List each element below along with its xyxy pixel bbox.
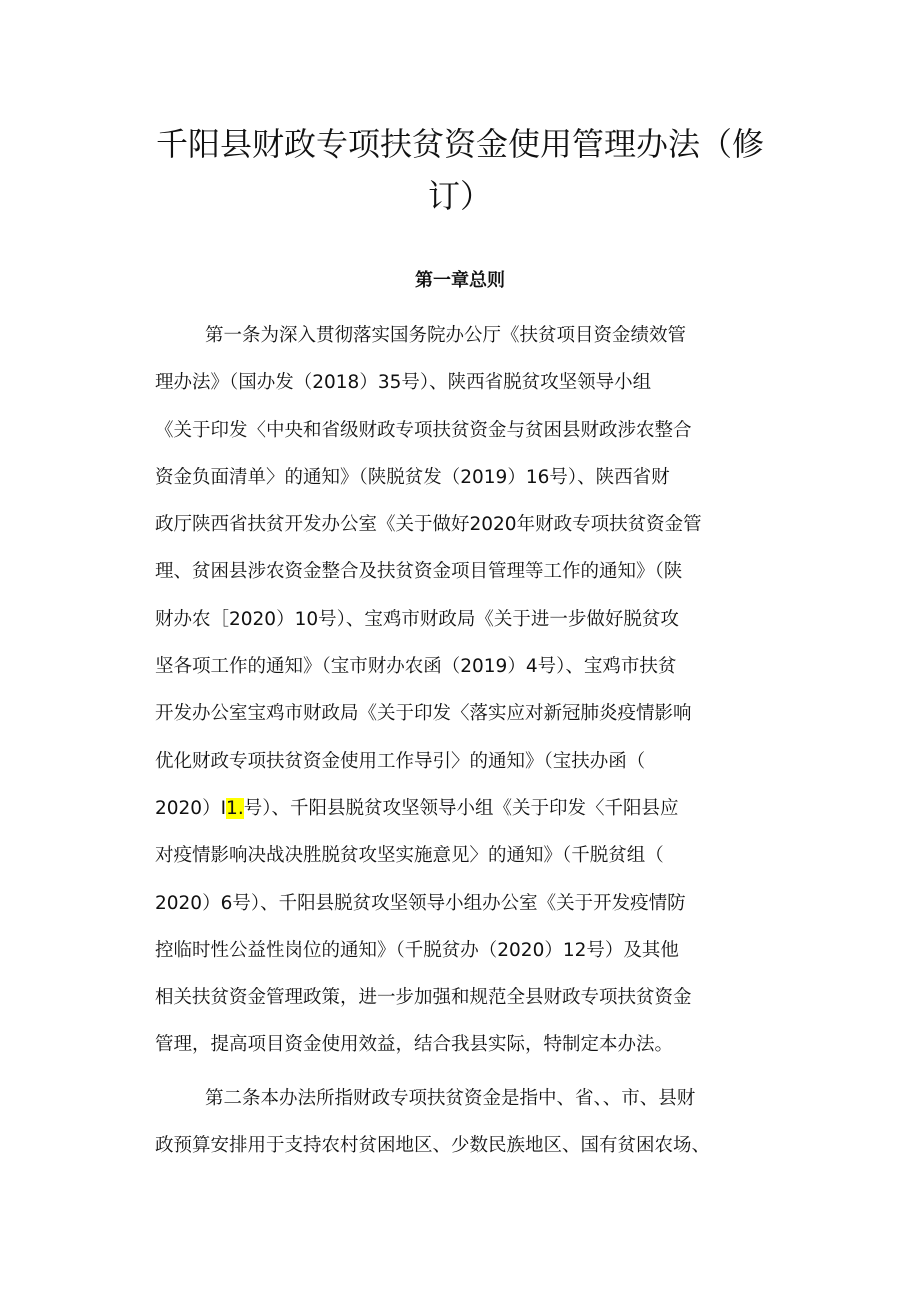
- document-body: [155, 312, 795, 1169]
- paragraph-line: 《关于印发〈中央和省级财政专项扶贫资金与贫困县财政涉农整合: [155, 419, 692, 441]
- text-run: 号）、千阳县脱贫攻坚领导小组《关于印发〈千阳县应: [243, 797, 679, 819]
- paragraph-line: 管理，提高项目资金使用效益，结合我县实际，特制定本办法。: [155, 1034, 674, 1056]
- paragraph-line: 优化财政专项扶贫资金使用工作导引〉的通知》（宝扶办函（: [155, 750, 646, 772]
- text-run: 2020）I: [155, 797, 227, 819]
- chapter-heading: 第一章总则: [415, 270, 505, 291]
- paragraph-line: 第一条为深入贯彻落实国务院办公厅《扶贫项目资金绩效管: [205, 325, 687, 346]
- paragraph-line: 理办法》（国办发（2018）35号）、陕西省脱贫攻坚领导小组: [155, 372, 652, 394]
- paragraph-line: 第二条本办法所指财政专项扶贫资金是指中、省、、市、县财: [205, 1087, 696, 1109]
- paragraph-line: 2020）6号）、千阳县脱贫攻坚领导小组办公室《关于开发疫情防: [155, 892, 686, 914]
- title-line: 千阳县财政专项扶贫资金使用管理办法（修: [155, 125, 764, 163]
- paragraph-line: 对疫情影响决战决胜脱贫攻坚实施意见〉的通知》（千脱贫组（: [155, 845, 664, 867]
- paragraph-line: [155, 785, 795, 832]
- paragraph-line: 财办农［2020）10号）、宝鸡市财政局《关于进一步做好脱贫攻: [155, 608, 679, 630]
- title-line: 订）: [427, 177, 492, 215]
- highlighted-text: 1.: [226, 797, 244, 819]
- paragraph-line: 相关扶贫资金管理政策，进一步加强和规范全县财政专项扶贫资金: [155, 987, 692, 1009]
- paragraph-line: 政预算安排用于支持农村贫困地区、少数民族地区、国有贫困农场、: [155, 1135, 711, 1157]
- paragraph-line: 资金负面清单〉的通知》（陕脱贫发（2019）16号）、陕西省财: [155, 466, 670, 488]
- document-title: [150, 118, 770, 222]
- paragraph-line: 理、贫困县涉农资金整合及扶贫资金项目管理等工作的通知》（陕: [155, 561, 683, 583]
- paragraph-line: 开发办公室宝鸡市财政局《关于印发〈落实应对新冠肺炎疫情影响: [155, 703, 692, 725]
- paragraph-line: 坚各项工作的通知》（宝市财办农函（2019）4号）、宝鸡市扶贫: [155, 656, 677, 678]
- paragraph-line: 控临时性公益性岗位的通知》（千脱贫办（2020）12号）及其他: [155, 939, 679, 961]
- paragraph-line: 政厅陕西省扶贫开发办公室《关于做好2020年财政专项扶贫资金管: [155, 514, 702, 536]
